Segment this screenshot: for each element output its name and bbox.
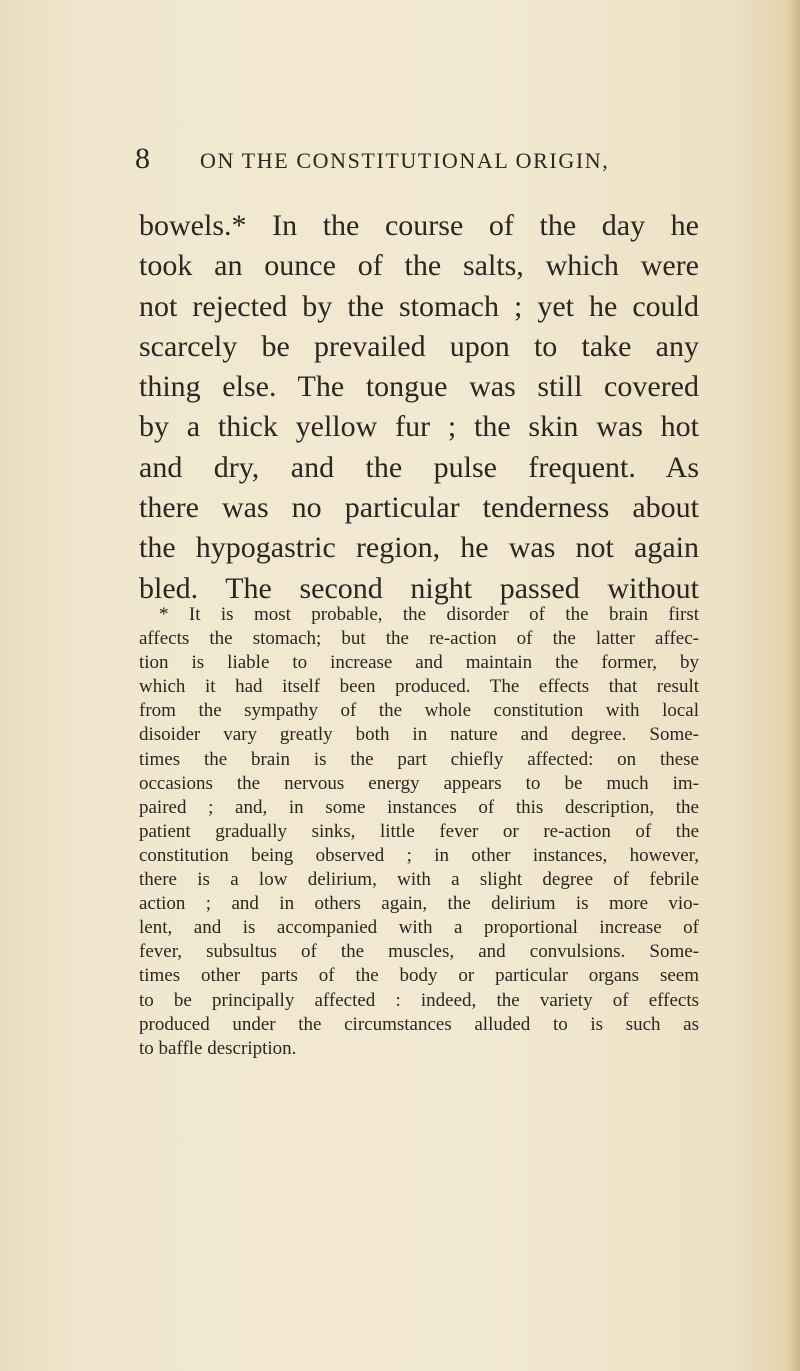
footnote-line: there is a low delirium, with a slight degree of febrile — [139, 869, 699, 891]
footnote-line: disoider vary greatly both in nature and degree. Some- — [139, 724, 699, 746]
footnote-line: to baffle description. — [139, 1037, 297, 1059]
text-line: took an ounce of the salts, which were — [139, 249, 699, 283]
page-header — [0, 142, 800, 182]
footnote-line: fever, subsultus of the muscles, and convulsions. Some- — [139, 941, 699, 963]
page-number: 8 — [135, 142, 150, 175]
text-line: bowels.* In the course of the day he — [139, 209, 699, 242]
footnote-line: paired ; and, in some instances of this description, the — [139, 796, 699, 818]
text-line: not rejected by the stomach ; yet he could — [139, 289, 699, 323]
footnote-line: patient gradually sinks, little fever or re-action of the — [139, 820, 699, 842]
footnote-line: tion is liable to increase and maintain the former, by — [139, 652, 699, 674]
text-line: by a thick yellow fur ; the skin was hot — [139, 410, 699, 444]
footnote-line: times the brain is the part chiefly affected: on these — [139, 748, 699, 770]
footnote-line: from the sympathy of the whole constitution with local — [139, 700, 699, 722]
footnote-line: affects the stomach; but the re-action of the latter affec- — [139, 628, 699, 650]
text-line: scarcely be prevailed upon to take any — [139, 329, 699, 363]
footnote-line: constitution being observed ; in other instances, however, — [139, 844, 699, 866]
footnote-line: occasions the nervous energy appears to be much im- — [139, 772, 699, 794]
footnote-line: times other parts of the body or particular organs seem — [139, 965, 699, 987]
footnote-line: action ; and in others again, the delirium is more vio- — [139, 893, 699, 915]
text-line: and dry, and the pulse frequent. As — [139, 450, 699, 484]
footnote-line: produced under the circumstances alluded to is such as — [139, 1013, 699, 1035]
footnote — [139, 603, 699, 1061]
text-line: thing else. The tongue was still covered — [139, 370, 699, 404]
main-text — [139, 206, 699, 609]
footnote-line: * It is most probable, the disorder of the brain first — [159, 604, 699, 625]
page-edge-shadow — [786, 0, 800, 1371]
footnote-line: to be principally affected : indeed, the variety of effects — [139, 989, 699, 1011]
text-line: there was no particular tenderness about — [139, 491, 699, 525]
footnote-line: lent, and is accompanied with a proportional increase of — [139, 917, 699, 939]
text-line: the hypogastric region, he was not again — [139, 531, 699, 565]
running-head: ON THE CONSTITUTIONAL ORIGIN, — [200, 148, 610, 173]
footnote-line: which it had itself been produced. The effects that result — [139, 676, 699, 698]
text-line: bled. The second night passed without — [139, 571, 699, 605]
